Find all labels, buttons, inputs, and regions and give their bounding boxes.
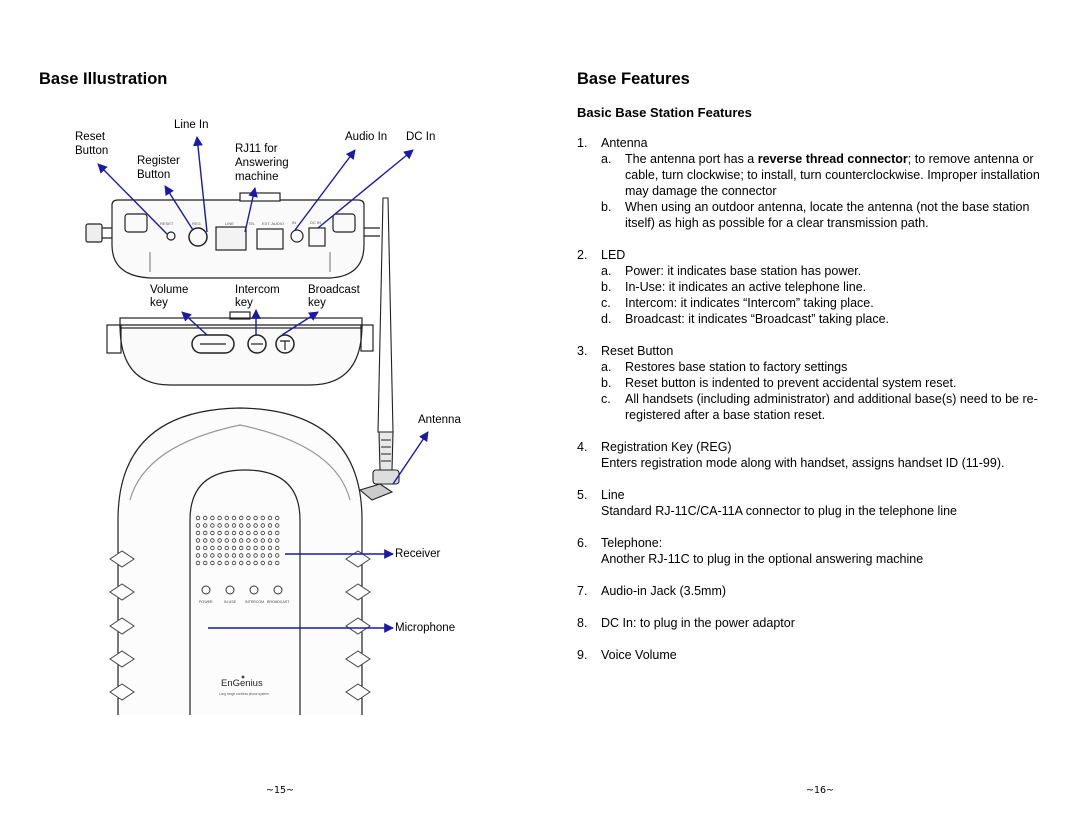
sub-item-letter: d. [601,312,612,326]
led-intercom [250,586,258,594]
sub-item-letter: b. [601,280,612,294]
feature-item [577,439,1057,471]
brand-logo: EnGenius [221,678,263,689]
feature-label: Audio-in Jack (3.5mm) [601,584,727,598]
callout-reset-button-line2: Button [75,145,109,157]
sub-item-text-pre: The antenna port has a [625,152,758,166]
feature-label: Reset Button [601,344,674,358]
feature-number: 6. [577,536,588,550]
sub-item-letter: c. [601,296,611,310]
feature-number: 4. [577,440,588,454]
feature-item [577,343,1057,423]
sub-item-text: Reset button is indented to prevent accidental system reset. [625,376,957,390]
feature-item [577,135,1057,231]
arrow-antenna [393,432,428,484]
back-label-5: IN [292,220,296,225]
led-label-intercom: INTERCOM [245,600,265,604]
sub-item-letter: c. [601,392,611,406]
back-label-0: RESET [160,221,174,226]
callout-dc-in: DC In [406,131,436,143]
feature-label: DC In: to plug in the power adaptor [601,616,795,630]
callout-volume-key-line2: key [150,297,168,309]
base-station-illustration [0,0,540,760]
back-panel-view [86,193,380,278]
feature-sub-item [601,199,1057,231]
feature-sub-item [601,375,1057,391]
feature-sub-item [601,279,1057,295]
feature-label: Telephone: [601,536,663,550]
led-in-use [226,586,234,594]
feature-item [577,583,1057,599]
sub-item-letter: a. [601,360,612,374]
feature-item [577,647,1057,663]
feature-description: Standard RJ-11C/CA-11A connector to plug in the telephone line [601,504,958,518]
sub-item-text: Intercom: it indicates “Intercom” taking place. [625,296,874,310]
feature-label: LED [601,248,626,262]
feature-sub-item [601,391,1057,423]
sub-item-text-bold: reverse thread connector [757,152,908,166]
brand-tagline: Long range cordless phone system [219,692,269,696]
callout-rj11-line3: machine [235,171,279,183]
sub-item-letter: b. [601,376,612,390]
led-label-power: POWER [199,600,213,604]
callout-register-button-line2: Button [137,169,171,181]
callout-broadcast-key-line2: key [308,297,326,309]
led-broadcast [274,586,282,594]
left-page-number: ~15~ [266,785,295,796]
feature-sub-item [601,311,1057,327]
right-page-number: ~16~ [806,785,835,796]
feature-label: Antenna [601,136,648,150]
callout-line-in: Line In [174,119,209,131]
feature-number: 1. [577,136,588,150]
feature-sub-item [601,151,1057,199]
led-label-in-use: IN USE [224,600,236,604]
callout-register-button-line1: Register [137,155,180,167]
sub-item-text: All handsets (including administrator) and additional base(s) need to be re-registered after a base station reset. [625,392,1038,422]
feature-label: Voice Volume [601,648,677,662]
sub-item-letter: b. [601,200,612,214]
back-label-2: LINE [225,221,234,226]
sub-item-letter: a. [601,264,612,278]
sub-item-text [625,152,1040,198]
sub-item-text: In-Use: it indicates an active telephone line. [625,280,867,294]
callout-audio-in: Audio In [345,131,388,143]
feature-number: 7. [577,584,588,598]
sub-item-letter: a. [601,152,612,166]
feature-number: 9. [577,648,588,662]
feature-label: Registration Key (REG) [601,440,732,454]
feature-number: 8. [577,616,588,630]
callout-volume-key-line1: Volume [150,284,189,296]
left-page-title: Base Illustration [39,70,168,88]
callout-microphone: Microphone [395,622,456,634]
feature-item [577,535,1057,567]
feature-number: 5. [577,488,588,502]
sub-item-text: Restores base station to factory settings [625,360,848,374]
callout-receiver: Receiver [395,548,441,560]
sub-item-text: Broadcast: it indicates “Broadcast” taking place. [625,312,890,326]
right-page-title: Base Features [577,70,690,88]
callout-antenna: Antenna [418,414,461,426]
feature-item [577,615,1057,631]
feature-sub-item [601,359,1057,375]
feature-item [577,247,1057,327]
callout-broadcast-key-line1: Broadcast [308,284,360,296]
arrow-dc-in [318,150,413,228]
sub-item-text: Power: it indicates base station has power. [625,264,862,278]
callout-intercom-key-line1: Intercom [235,284,280,296]
callout-intercom-key-line2: key [235,297,253,309]
back-label-3: TEL [248,221,256,226]
back-label-4: EXT. AUDIO [262,221,285,226]
led-power [202,586,210,594]
callout-rj11-line2: Answering [235,157,289,169]
antenna [360,198,399,500]
callout-reset-button-line1: Reset [75,131,106,143]
feature-number: 3. [577,344,588,358]
callout-rj11-line1: RJ11 for [235,143,278,155]
feature-number: 2. [577,248,588,262]
back-label-6: DC IN [310,220,321,225]
sub-item-text-post: ; to remove antenna or cable, turn clockwise; to install, turn counterclockwise. Improper installation may damage the connector [625,152,1040,198]
feature-label: Line [601,488,625,502]
feature-description: Another RJ-11C to plug in the optional answering machine [601,552,924,566]
sub-item-text: When using an outdoor antenna, locate the antenna (not the base station itself) as high as possible for a clear transmission path. [625,200,1030,230]
brand-dot-icon [242,676,245,679]
feature-item [577,487,1057,519]
feature-description: Enters registration mode along with handset, assigns handset ID (11-99). [601,456,1005,470]
feature-sub-item [601,263,1057,279]
led-label-broadcast: BROADCAST [267,600,290,604]
back-label-1: REG [192,221,201,226]
feature-sub-item [601,295,1057,311]
side-view [107,312,373,385]
feature-list [577,135,1057,663]
right-page-subtitle: Basic Base Station Features [577,105,752,120]
